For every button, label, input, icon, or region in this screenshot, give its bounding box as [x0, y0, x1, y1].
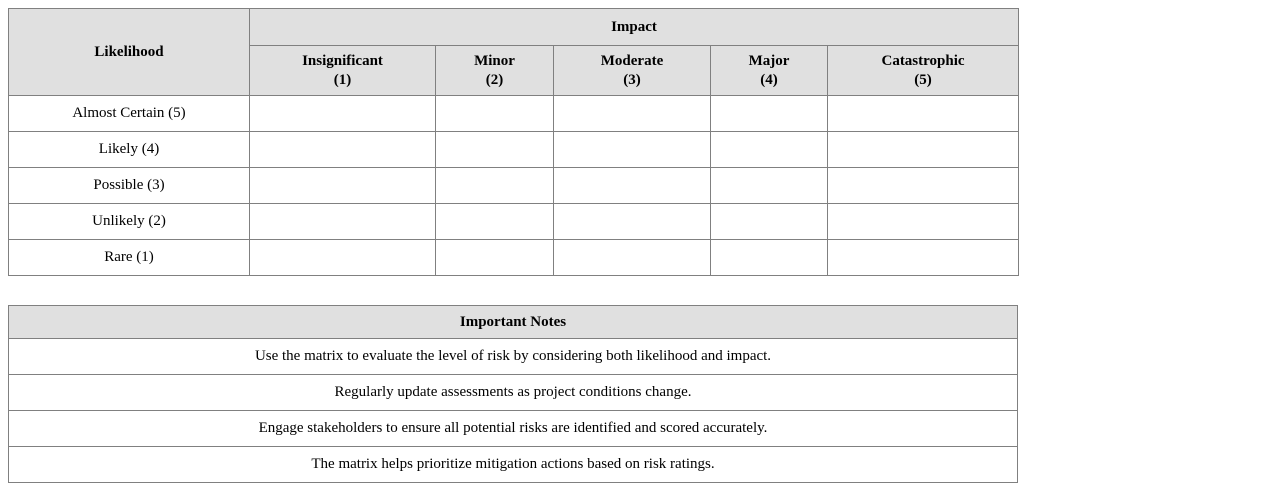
likelihood-row-possible: Possible (3)	[9, 168, 250, 204]
matrix-cell[interactable]	[554, 132, 711, 168]
matrix-cell[interactable]	[436, 204, 554, 240]
matrix-cell[interactable]	[828, 204, 1019, 240]
matrix-cell[interactable]	[828, 96, 1019, 132]
risk-matrix-table	[8, 8, 1019, 276]
impact-col-moderate-label: Moderate	[600, 52, 664, 69]
matrix-row	[9, 168, 1019, 204]
notes-row	[9, 375, 1018, 411]
impact-col-catastrophic-label: Catastrophic	[881, 52, 965, 69]
matrix-cell[interactable]	[250, 240, 436, 276]
note-item: Regularly update assessments as project conditions change.	[9, 375, 1018, 411]
matrix-cell[interactable]	[554, 240, 711, 276]
impact-col-major	[711, 46, 828, 96]
impact-col-major-score: (4)	[760, 71, 778, 88]
matrix-cell[interactable]	[436, 168, 554, 204]
likelihood-header: Likelihood	[9, 9, 250, 96]
important-notes-table	[8, 305, 1018, 483]
impact-col-major-label: Major	[748, 52, 790, 69]
matrix-row	[9, 132, 1019, 168]
note-item: Engage stakeholders to ensure all potential risks are identified and scored accurately.	[9, 411, 1018, 447]
matrix-header-row-1	[9, 9, 1019, 46]
likelihood-row-unlikely: Unlikely (2)	[9, 204, 250, 240]
impact-col-insignificant	[250, 46, 436, 96]
matrix-cell[interactable]	[554, 96, 711, 132]
impact-col-moderate	[554, 46, 711, 96]
matrix-cell[interactable]	[828, 132, 1019, 168]
matrix-cell[interactable]	[250, 168, 436, 204]
notes-header-row	[9, 306, 1018, 339]
matrix-cell[interactable]	[250, 204, 436, 240]
matrix-cell[interactable]	[711, 240, 828, 276]
important-notes-section	[8, 305, 1018, 483]
important-notes-header: Important Notes	[9, 306, 1018, 339]
note-item: Use the matrix to evaluate the level of risk by considering both likelihood and impact.	[9, 339, 1018, 375]
impact-col-catastrophic-score: (5)	[914, 71, 932, 88]
impact-col-minor-score: (2)	[485, 71, 504, 88]
likelihood-row-likely: Likely (4)	[9, 132, 250, 168]
matrix-cell[interactable]	[554, 168, 711, 204]
matrix-cell[interactable]	[250, 96, 436, 132]
impact-col-minor	[436, 46, 554, 96]
matrix-cell[interactable]	[711, 204, 828, 240]
matrix-cell[interactable]	[554, 204, 711, 240]
matrix-cell[interactable]	[436, 132, 554, 168]
impact-col-insignificant-score: (1)	[333, 71, 352, 88]
notes-row	[9, 339, 1018, 375]
matrix-row	[9, 96, 1019, 132]
impact-header: Impact	[250, 9, 1019, 46]
notes-row	[9, 447, 1018, 483]
risk-matrix-section	[8, 8, 1018, 276]
impact-col-insignificant-label: Insignificant	[302, 52, 383, 69]
matrix-cell[interactable]	[711, 132, 828, 168]
matrix-row	[9, 204, 1019, 240]
impact-col-minor-label: Minor	[474, 52, 515, 69]
notes-row	[9, 411, 1018, 447]
matrix-cell[interactable]	[436, 96, 554, 132]
likelihood-row-rare: Rare (1)	[9, 240, 250, 276]
matrix-cell[interactable]	[436, 240, 554, 276]
matrix-cell[interactable]	[711, 96, 828, 132]
matrix-cell[interactable]	[250, 132, 436, 168]
impact-col-moderate-score: (3)	[623, 71, 641, 88]
impact-col-catastrophic	[828, 46, 1019, 96]
matrix-cell[interactable]	[828, 240, 1019, 276]
matrix-cell[interactable]	[828, 168, 1019, 204]
matrix-row	[9, 240, 1019, 276]
note-item: The matrix helps prioritize mitigation actions based on risk ratings.	[9, 447, 1018, 483]
likelihood-row-almost-certain: Almost Certain (5)	[9, 96, 250, 132]
matrix-cell[interactable]	[711, 168, 828, 204]
